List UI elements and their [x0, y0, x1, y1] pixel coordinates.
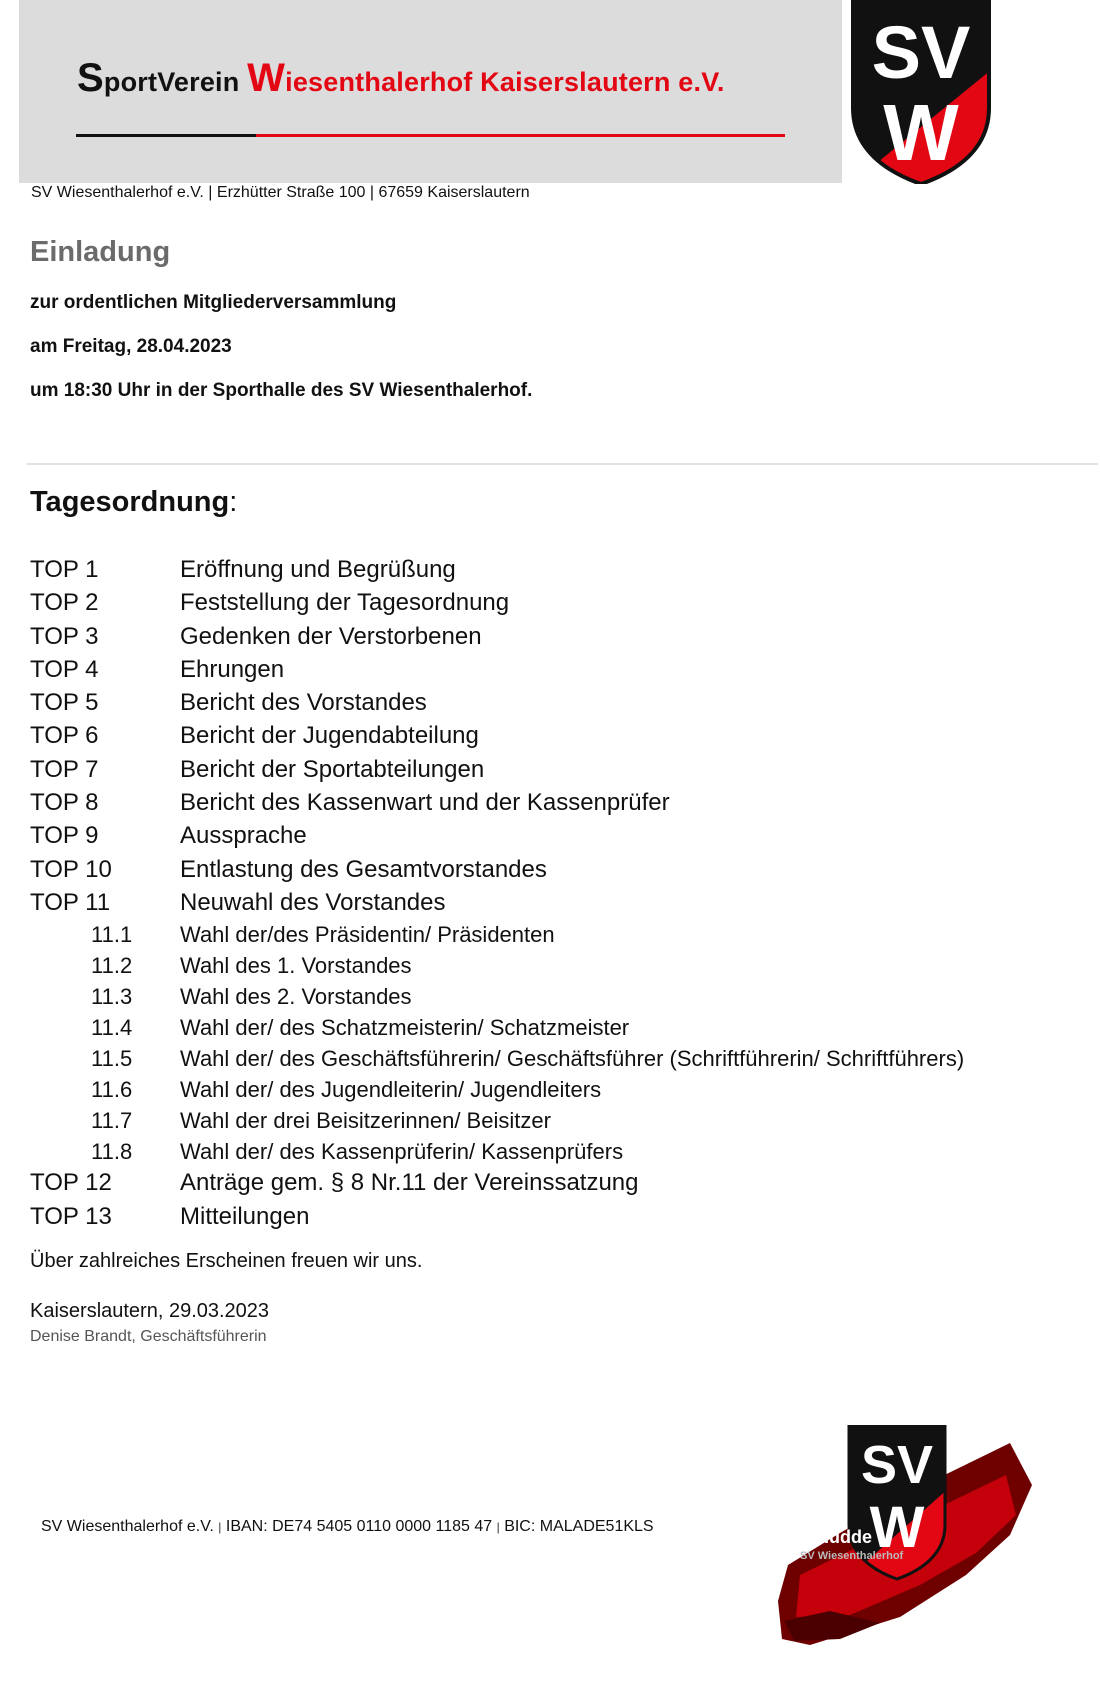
agenda-subitem: [30, 1015, 1090, 1046]
agenda-subitem: [30, 922, 1090, 953]
agenda-item: [30, 689, 1090, 722]
agenda-item: [30, 822, 1090, 855]
agenda-item-text: Neuwahl des Vorstandes: [180, 888, 446, 916]
agenda-item-number: 11.8: [91, 1138, 133, 1164]
agenda-title: [30, 486, 237, 519]
agenda-item-number: TOP 9: [30, 822, 99, 850]
agenda-list: [30, 556, 1090, 1236]
agenda-item: [30, 556, 1090, 589]
agenda-item-number: TOP 2: [30, 589, 99, 617]
agenda-subitem: [30, 1108, 1090, 1139]
agenda-item-number: 11.4: [91, 1014, 133, 1040]
invitation-occasion: zur ordentlichen Mitgliederversammlung: [30, 292, 397, 313]
agenda-item: [30, 589, 1090, 622]
badge-text-top: SV: [860, 1435, 934, 1495]
agenda-item: [30, 1203, 1090, 1236]
agenda-item-text: Bericht der Jugendabteilung: [180, 722, 479, 750]
agenda-item-number: TOP 3: [30, 622, 99, 650]
agenda-item-number: TOP 7: [30, 755, 99, 783]
agenda-item-text: Aussprache: [180, 822, 307, 850]
agenda-item-text: Eröffnung und Begrüßung: [180, 556, 456, 583]
footer-separator: |: [496, 1520, 500, 1534]
agenda-item-text: Wahl des 1. Vorstandes: [180, 953, 412, 979]
invitation-title: Einladung: [30, 236, 171, 268]
agenda-item-number: TOP 13: [30, 1202, 112, 1230]
agenda-item: [30, 789, 1090, 822]
agenda-item-text: Wahl der/ des Kassenprüferin/ Kassenprüfers: [180, 1138, 624, 1164]
club-name-part: W: [247, 56, 286, 100]
agenda-item-text: Feststellung der Tagesordnung: [180, 589, 510, 617]
agenda-item-number: 11.5: [91, 1045, 133, 1071]
section-divider: [27, 463, 1098, 465]
agenda-subitem: [30, 1077, 1090, 1108]
agenda-item-number: TOP 10: [30, 855, 112, 883]
agenda-item-number: TOP 5: [30, 689, 99, 717]
invitation-date: am Freitag, 28.04.2023: [30, 336, 232, 357]
agenda-item-number: 11.6: [91, 1076, 133, 1102]
agenda-item-text: Bericht des Vorstandes: [180, 689, 427, 717]
agenda-item-text: Wahl der/des Präsidentin/ Präsidenten: [180, 922, 555, 948]
agenda-item-text: Wahl der/ des Schatzmeisterin/ Schatzmeister: [180, 1014, 630, 1040]
club-name-part: iesenthalerhof Kaiserslautern e.V.: [285, 67, 725, 97]
agenda-item: [30, 856, 1090, 889]
agenda-item-number: TOP 6: [30, 722, 99, 750]
agenda-title-text: Tagesordnung: [30, 486, 230, 518]
agenda-subitem: [30, 984, 1090, 1015]
footer-bank-details: [41, 1518, 654, 1536]
invitation-time-place: um 18:30 Uhr in der Sporthalle des SV Wiesenthalerhof.: [30, 380, 533, 401]
agenda-item-text: Ehrungen: [180, 655, 285, 683]
agenda-title-colon: :: [229, 486, 238, 518]
footer-club: SV Wiesenthalerhof e.V.: [41, 1518, 214, 1535]
letterhead-rule-black: [76, 134, 256, 137]
agenda-item-text: Wahl der/ des Geschäftsführerin/ Geschäftsführer (Schriftführerin/ Schriftführers): [180, 1045, 965, 1071]
club-name-part: S: [77, 56, 104, 100]
agenda-item-number: TOP 11: [30, 888, 111, 916]
agenda-item-number: TOP 4: [30, 655, 99, 683]
svw-crest-logo: [851, 0, 991, 184]
agenda-item-text: Anträge gem. § 8 Nr.11 der Vereinssatzung: [180, 1169, 639, 1197]
badge-hashtag: #dieHüdde: [780, 1527, 873, 1547]
agenda-item: [30, 722, 1090, 755]
agenda-subitem: [30, 1046, 1090, 1077]
agenda-item-text: Gedenken der Verstorbenen: [180, 622, 482, 650]
club-name-heading: [77, 56, 725, 101]
club-name-part: erein: [173, 67, 248, 97]
agenda-item-text: Bericht des Kassenwart und der Kassenprüfer: [180, 789, 670, 817]
sender-address-line: SV Wiesenthalerhof e.V. | Erzhütter Straße 100 | 67659 Kaiserslautern: [31, 184, 530, 201]
agenda-subitem: [30, 1139, 1090, 1170]
crest-text-bottom: W: [883, 88, 959, 177]
agenda-item-text: Wahl der drei Beisitzerinnen/ Beisitzer: [180, 1107, 551, 1133]
letterhead-rule-red: [256, 134, 785, 137]
badge-subtitle: SV Wiesenthalerhof: [800, 1550, 904, 1562]
agenda-item: [30, 1169, 1090, 1202]
agenda-item-text: Wahl des 2. Vorstandes: [180, 984, 412, 1010]
agenda-item-number: 11.1: [91, 922, 133, 948]
agenda-item-text: Mitteilungen: [180, 1202, 310, 1230]
club-name-part: port: [103, 67, 158, 97]
agenda-item-text: Wahl der/ des Jugendleiterin/ Jugendleiters: [180, 1076, 602, 1102]
agenda-item-number: 11.7: [91, 1107, 133, 1133]
closing-line: Über zahlreiches Erscheinen freuen wir uns.: [30, 1250, 423, 1272]
agenda-item: [30, 623, 1090, 656]
crest-text-top: SV: [871, 11, 971, 94]
agenda-item: [30, 756, 1090, 789]
place-date: Kaiserslautern, 29.03.2023: [30, 1300, 270, 1322]
club-name-part: V: [157, 67, 174, 97]
signature: Denise Brandt, Geschäftsführerin: [30, 1328, 267, 1345]
agenda-item-number: 11.2: [91, 953, 133, 979]
agenda-item-number: TOP 1: [30, 556, 99, 583]
agenda-item-number: TOP 8: [30, 789, 99, 817]
agenda-item: [30, 656, 1090, 689]
diehuedde-badge-logo: [770, 1425, 1040, 1645]
agenda-item-number: 11.3: [91, 984, 133, 1010]
agenda-subitem: [30, 953, 1090, 984]
footer-iban: IBAN: DE74 5405 0110 0000 1185 47: [225, 1518, 493, 1535]
agenda-item: [30, 889, 1090, 922]
agenda-item-text: Bericht der Sportabteilungen: [180, 755, 485, 783]
footer-separator: |: [218, 1520, 222, 1534]
agenda-item-number: TOP 12: [30, 1169, 112, 1197]
agenda-item-text: Entlastung des Gesamtvorstandes: [180, 855, 547, 883]
footer-bic: BIC: MALADE51KLS: [504, 1518, 654, 1535]
badge-text-bottom: W: [869, 1495, 925, 1560]
